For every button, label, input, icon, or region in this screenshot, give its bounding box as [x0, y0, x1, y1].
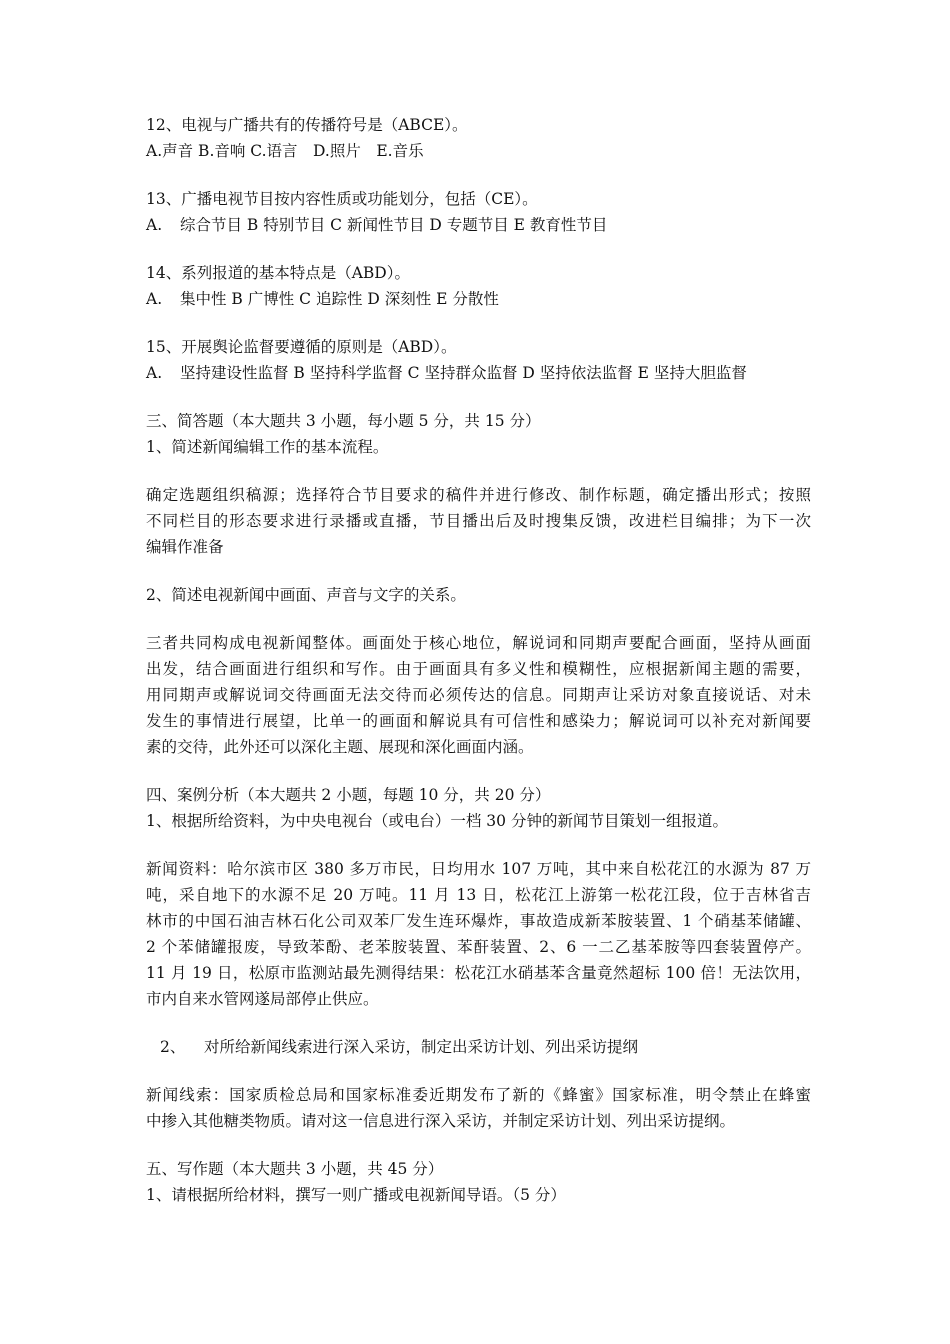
section-writing	[146, 1156, 811, 1208]
material-line: 2 个苯储罐报废，导致苯酚、老苯胺装置、苯酐装置、2、6 一二乙基苯胺等四套装置停产。	[146, 938, 811, 956]
question-text: 2、简述电视新闻中画面、声音与文字的关系。	[146, 586, 466, 604]
answer-paragraph	[146, 482, 811, 560]
question-options: A.声音 B.音响 C.语言 D.照片 E.音乐	[146, 142, 424, 160]
section-heading: 三、简答题（本大题共 3 小题，每小题 5 分，共 15 分）	[146, 412, 541, 430]
question-14	[146, 260, 811, 312]
question-text: 对所给新闻线索进行深入采访，制定出采访计划、列出采访提纲	[204, 1038, 639, 1056]
question-15	[146, 334, 811, 386]
option-prefix: A.	[146, 216, 163, 234]
clue-line: 中掺入其他糖类物质。请对这一信息进行深入采访，并制定采访计划、列出采访提纲。	[146, 1112, 736, 1130]
question-12	[146, 112, 811, 164]
material-line: 吨，采自地下的水源不足 20 万吨。11 月 13 日，松花江上游第一松花江段，位于吉林省吉	[146, 886, 811, 904]
question-options: 综合节目 B 特别节目 C 新闻性节目 D 专题节目 E 教育性节目	[180, 216, 608, 234]
question-options-line	[146, 212, 811, 238]
section-short-answer	[146, 408, 811, 460]
question-options-line	[146, 286, 811, 312]
option-prefix: A.	[146, 364, 163, 382]
question-options: 集中性 B 广博性 C 追踪性 D 深刻性 E 分散性	[180, 290, 499, 308]
question-text: 14、系列报道的基本特点是（ABD）。	[146, 264, 410, 282]
document-page	[146, 112, 811, 1208]
material-line: 新闻资料：哈尔滨市区 380 多万市民，日均用水 107 万吨，其中来自松花江的水源为 87 万	[146, 860, 811, 878]
answer-line: 三者共同构成电视新闻整体。画面处于核心地位，解说词和同期声要配合画面，坚持从画面	[146, 634, 811, 652]
answer-line: 编辑作准备	[146, 538, 224, 556]
question-2-case	[146, 1034, 811, 1060]
question-text: 1、根据所给资料，为中央电视台（或电台）一档 30 分钟的新闻节目策划一组报道。	[146, 812, 728, 830]
question-text: 1、请根据所给材料，撰写一则广播或电视新闻导语。（5 分）	[146, 1186, 566, 1204]
material-line: 11 月 19 日，松原市监测站最先测得结果：松花江水硝基苯含量竟然超标 100 倍！无法饮用，	[146, 964, 811, 982]
material-line: 市内自来水管网遂局部停止供应。	[146, 990, 379, 1008]
question-13	[146, 186, 811, 238]
section-case-analysis	[146, 782, 811, 834]
answer-paragraph	[146, 630, 811, 760]
question-text: 13、广播电视节目按内容性质或功能划分，包括（CE）。	[146, 190, 538, 208]
answer-line: 素的交待，此外还可以深化主题、展现和深化画面内涵。	[146, 738, 534, 756]
answer-line: 出发，结合画面进行组织和写作。由于画面具有多义性和模糊性，应根据新闻主题的需要，	[146, 660, 811, 678]
news-clue-paragraph	[146, 1082, 811, 1134]
answer-line: 确定选题组织稿源；选择符合节目要求的稿件并进行修改、制作标题，确定播出形式；按照	[146, 486, 811, 504]
answer-line: 用同期声或解说词交待画面无法交待而必须传达的信息。同期声让采访对象直接说话、对未	[146, 686, 811, 704]
answer-line: 不同栏目的形态要求进行录播或直播，节目播出后及时搜集反馈，改进栏目编排；为下一次	[146, 512, 811, 530]
section-heading: 五、写作题（本大题共 3 小题，共 45 分）	[146, 1160, 444, 1178]
question-text: 12、电视与广播共有的传播符号是（ABCE）。	[146, 116, 468, 134]
news-material-paragraph	[146, 856, 811, 1012]
section-heading: 四、案例分析（本大题共 2 小题，每题 10 分，共 20 分）	[146, 786, 551, 804]
material-line: 林市的中国石油吉林石化公司双苯厂发生连环爆炸，事故造成新苯胺装置、1 个硝基苯储罐、	[146, 912, 811, 930]
question-options: 坚持建设性监督 B 坚持科学监督 C 坚持群众监督 D 坚持依法监督 E 坚持大胆监督	[180, 364, 747, 382]
question-text: 1、简述新闻编辑工作的基本流程。	[146, 438, 389, 456]
question-number: 2、	[160, 1038, 186, 1056]
question-text: 15、开展舆论监督要遵循的原则是（ABD）。	[146, 338, 457, 356]
question-options-line	[146, 360, 811, 386]
answer-line: 发生的事情进行展望，比单一的画面和解说具有可信性和感染力；解说词可以补充对新闻要	[146, 712, 811, 730]
clue-line: 新闻线索：国家质检总局和国家标准委近期发布了新的《蜂蜜》国家标准，明令禁止在蜂蜜	[146, 1086, 811, 1104]
option-prefix: A.	[146, 290, 163, 308]
